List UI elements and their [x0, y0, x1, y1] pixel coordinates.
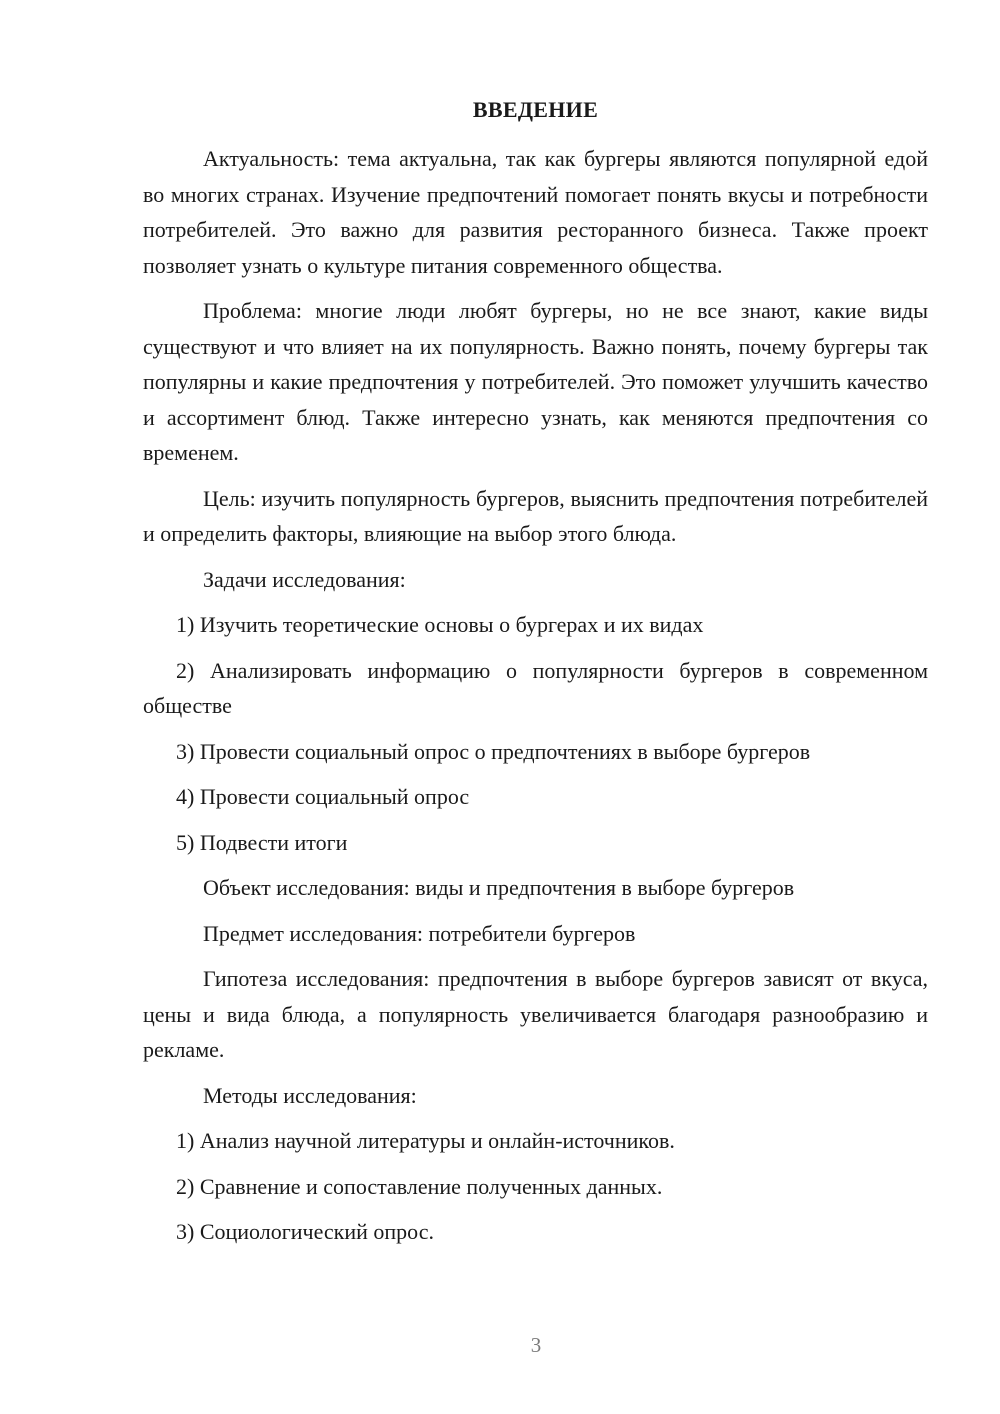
relevance-paragraph: Актуальность: тема актуальна, так как бургеры являются популярной едой во многих странах. Изучение предпочтений помогает понять вкусы и потребности потребителей. Это важно для развития ресторанного бизнеса. Также проект позволяет узнать о культуре питания современного общества.	[143, 146, 928, 278]
task-item: 1) Изучить теоретические основы о бургерах и их видах	[176, 612, 704, 637]
methods-heading: Методы исследования:	[203, 1082, 417, 1108]
document-page	[143, 92, 928, 1260]
method-item: 2) Сравнение и сопоставление полученных данных.	[176, 1173, 663, 1199]
subject-paragraph: Предмет исследования: потребители бургеров	[203, 920, 636, 946]
goal-paragraph: Цель: изучить популярность бургеров, выяснить предпочтения потребителей и определить факторы, влияющие на выбор этого блюда.	[143, 485, 928, 546]
hypothesis-paragraph: Гипотеза исследования: предпочтения в выборе бургеров зависят от вкуса, цены и вида блюда, а популярность увеличивается благодаря разнообразию и рекламе.	[143, 966, 928, 1062]
method-item: 3) Социологический опрос.	[176, 1219, 434, 1244]
task-item: 5) Подвести итоги	[176, 829, 348, 855]
task-item: 2) Анализировать информацию о популярности бургеров в современном обществе	[143, 657, 928, 718]
task-item: 4) Провести социальный опрос	[176, 784, 470, 809]
object-paragraph: Объект исследования: виды и предпочтения в выборе бургеров	[203, 875, 795, 900]
tasks-heading: Задачи исследования:	[203, 566, 406, 592]
problem-paragraph: Проблема: многие люди любят бургеры, но не все знают, какие виды существуют и что влияет на их популярность. Важно понять, почему бургеры так популярны и какие предпочтения у потребителей. Это поможет улучшить качество и ассортимент блюд. Также интересно узнать, как меняются предпочтения со временем.	[143, 298, 928, 465]
method-item: 1) Анализ научной литературы и онлайн-источников.	[176, 1128, 675, 1153]
page-title: ВВЕДЕНИЕ	[472, 97, 599, 122]
page-number: 3	[530, 1333, 542, 1357]
task-item: 3) Провести социальный опрос о предпочтениях в выборе бургеров	[176, 738, 811, 764]
